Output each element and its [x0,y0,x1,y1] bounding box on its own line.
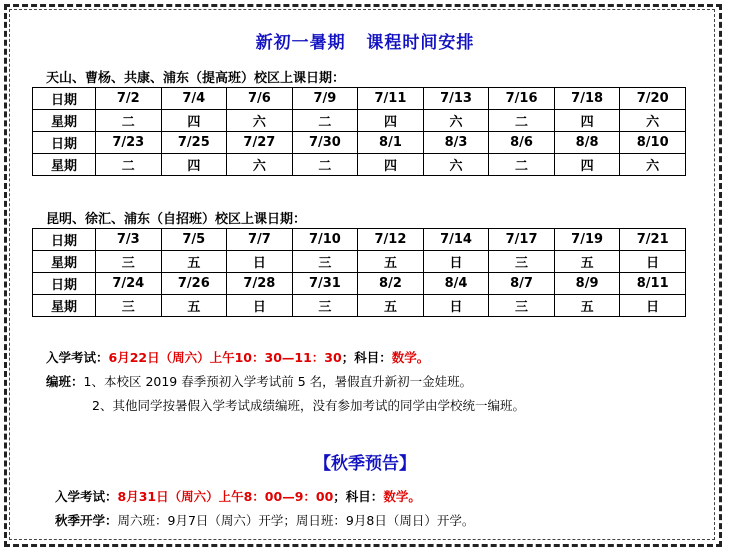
table-cell: 7/26 [161,273,227,295]
table-row [33,295,686,317]
table-cell: 8/11 [620,273,686,295]
row-label: 星期 [33,154,96,176]
table-cell: 三 [96,295,162,317]
table-cell: 7/30 [292,132,358,154]
placement-line-2 [92,396,525,414]
table-cell: 二 [489,110,555,132]
table-cell: 7/14 [423,229,489,251]
table-cell: 7/17 [489,229,555,251]
autumn-exam-line [55,487,421,505]
row-label: 星期 [33,251,96,273]
table-cell: 8/7 [489,273,555,295]
exam-subject: 数学。 [391,350,430,365]
schedule2-heading: 昆明、徐汇、浦东（自招班）校区上课日期： [46,212,307,227]
table-cell: 8/1 [358,132,424,154]
table-cell: 8/6 [489,132,555,154]
row-label: 星期 [33,110,96,132]
table-row [33,154,686,176]
table-row [33,273,686,295]
placement-item-2: 2、其他同学按暑假入学考试成绩编班，没有参加考试的同学由学校统一编班。 [92,398,525,413]
autumn-preview-title: 【秋季预告】 [314,454,416,474]
placement-line-1 [46,372,472,390]
table-cell: 四 [161,154,227,176]
row-label: 星期 [33,295,96,317]
autumn-start-label: 秋季开学： [55,513,118,528]
table-cell: 五 [358,251,424,273]
table-cell: 7/28 [227,273,293,295]
table-cell: 日 [620,251,686,273]
table-cell: 二 [96,154,162,176]
table-cell: 8/2 [358,273,424,295]
table-cell: 7/18 [554,88,620,110]
table-cell: 六 [620,154,686,176]
table-cell: 7/23 [96,132,162,154]
table-cell: 四 [358,154,424,176]
exam-line [46,348,429,366]
exam-sep: ；科目： [341,350,392,365]
table-cell: 7/25 [161,132,227,154]
table-cell: 日 [620,295,686,317]
autumn-start-line [55,511,474,529]
table-cell: 8/3 [423,132,489,154]
table-cell: 二 [292,110,358,132]
autumn-exam-label: 入学考试： [55,489,118,504]
table-row [33,229,686,251]
table-cell: 日 [423,295,489,317]
schedule2-table [32,228,686,317]
table-cell: 五 [554,295,620,317]
table-cell: 四 [358,110,424,132]
table-cell: 四 [161,110,227,132]
schedule1-heading: 天山、曹杨、共康、浦东（提高班）校区上课日期： [46,71,346,86]
schedule1-table [32,87,686,176]
autumn-start-text: 周六班：9月7日（周六）开学；周日班：9月8日（周日）开学。 [117,513,475,528]
table-cell: 三 [489,251,555,273]
table-cell: 三 [292,295,358,317]
row-label: 日期 [33,229,96,251]
table-cell: 7/5 [161,229,227,251]
table-cell: 7/31 [292,273,358,295]
table-cell: 六 [620,110,686,132]
row-label: 日期 [33,132,96,154]
table-cell: 7/21 [620,229,686,251]
table-cell: 五 [554,251,620,273]
table-cell: 日 [227,295,293,317]
table-cell: 7/3 [96,229,162,251]
placement-label: 编班： [46,374,84,389]
table-cell: 7/4 [161,88,227,110]
table-cell: 四 [554,110,620,132]
table-cell: 7/2 [96,88,162,110]
table-cell: 五 [358,295,424,317]
table-cell: 日 [423,251,489,273]
table-cell: 五 [161,251,227,273]
page-title: 新初一暑期 课程时间安排 [255,33,475,53]
exam-time: 6月22日（周六）上午10：30—11：30 [108,350,342,365]
table-cell: 7/24 [96,273,162,295]
table-cell: 7/12 [358,229,424,251]
table-cell: 四 [554,154,620,176]
table-cell: 7/7 [227,229,293,251]
table-cell: 二 [96,110,162,132]
table-cell: 7/11 [358,88,424,110]
table-cell: 7/10 [292,229,358,251]
placement-item-1: 1、本校区 2019 春季预初入学考试前 5 名，暑假直升新初一金娃班。 [83,374,473,389]
table-row [33,132,686,154]
table-cell: 8/9 [554,273,620,295]
table-row [33,110,686,132]
table-cell: 三 [489,295,555,317]
table-cell: 五 [161,295,227,317]
autumn-exam-subject: 数学。 [383,489,421,504]
table-cell: 三 [96,251,162,273]
table-cell: 二 [489,154,555,176]
autumn-exam-time: 8月31日（周六）上午8：00—9：00 [117,489,334,504]
table-row [33,251,686,273]
exam-label: 入学考试： [46,350,109,365]
table-cell: 8/4 [423,273,489,295]
table-cell: 7/20 [620,88,686,110]
table-row [33,88,686,110]
autumn-exam-sep: ；科目： [333,489,384,504]
table-cell: 7/16 [489,88,555,110]
table-cell: 7/19 [554,229,620,251]
table-cell: 7/27 [227,132,293,154]
table-cell: 三 [292,251,358,273]
table-cell: 8/10 [620,132,686,154]
table-cell: 六 [227,154,293,176]
table-cell: 六 [423,154,489,176]
table-cell: 日 [227,251,293,273]
table-cell: 7/6 [227,88,293,110]
table-cell: 7/13 [423,88,489,110]
row-label: 日期 [33,273,96,295]
table-cell: 8/8 [554,132,620,154]
table-cell: 7/9 [292,88,358,110]
table-cell: 二 [292,154,358,176]
table-cell: 六 [227,110,293,132]
table-cell: 六 [423,110,489,132]
row-label: 日期 [33,88,96,110]
